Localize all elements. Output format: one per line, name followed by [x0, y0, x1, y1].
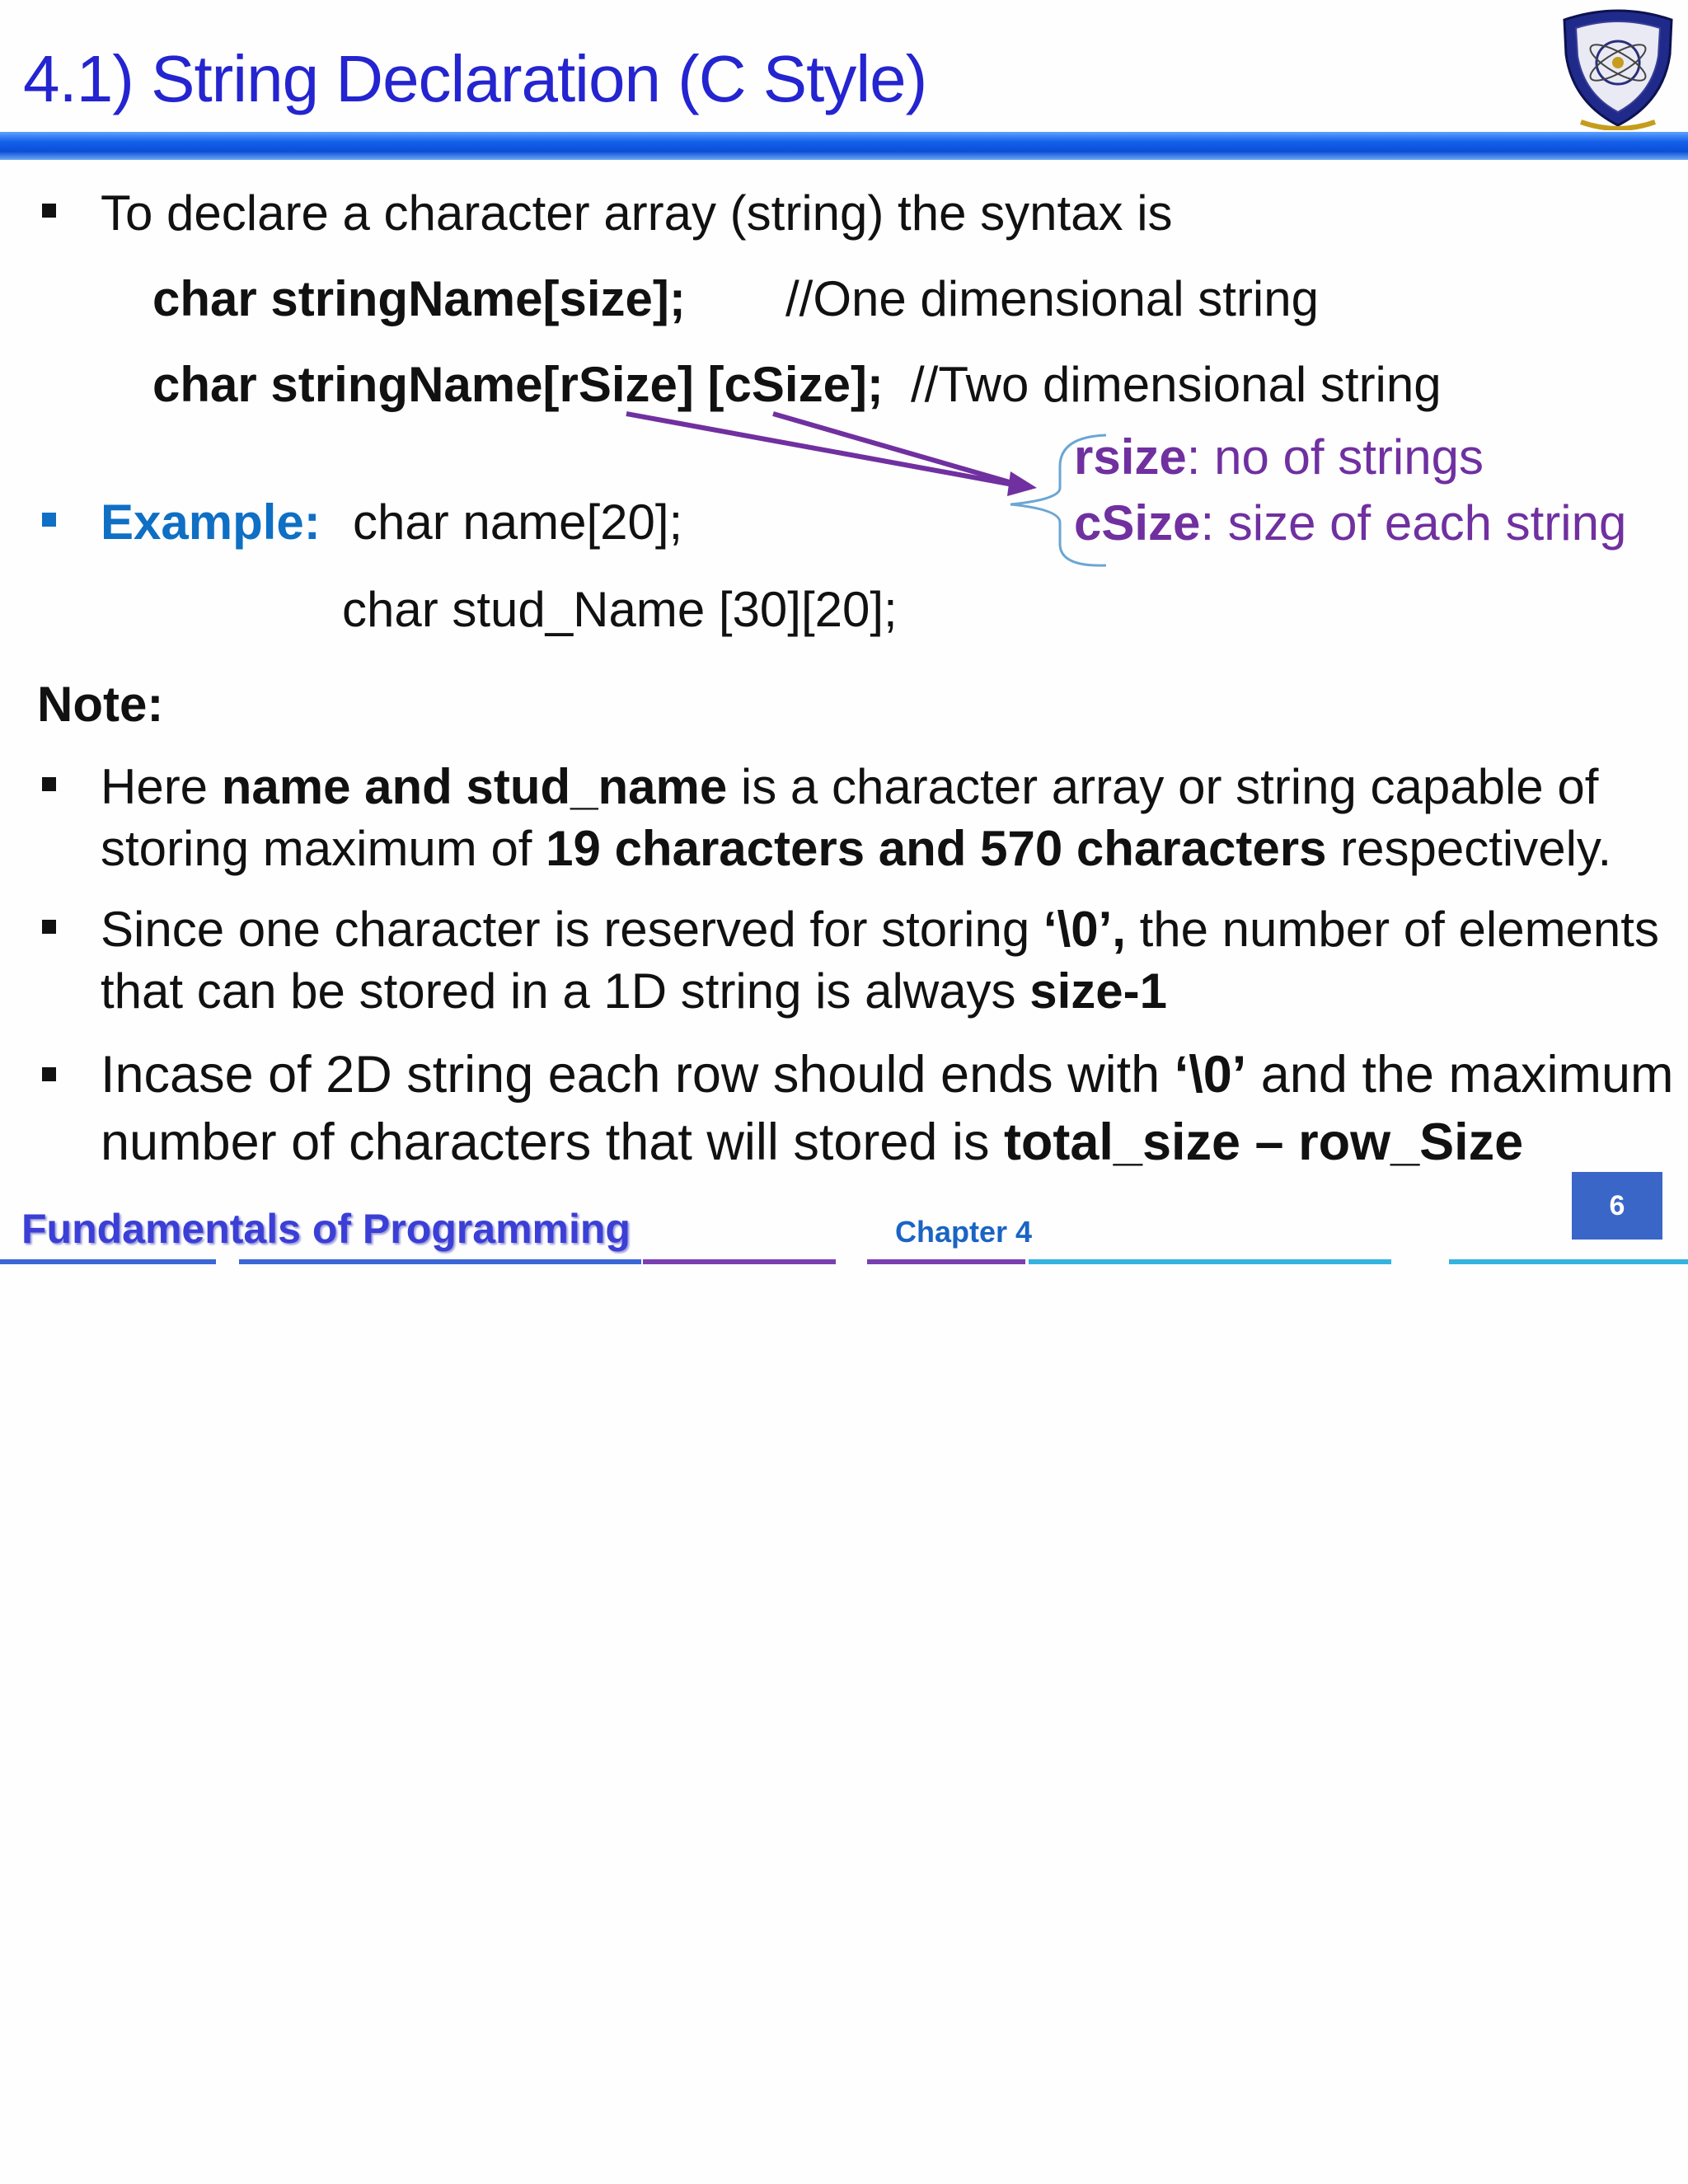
intro-text: To declare a character array (string) the syntax is: [101, 185, 1173, 241]
syntax-1d-comment: //One dimensional string: [785, 271, 1319, 326]
rsize-desc: : no of strings: [1186, 429, 1484, 485]
example-line-1: char name[20];: [353, 494, 683, 550]
annotation-rsize: [1074, 429, 1484, 485]
footer-divider: [0, 1259, 216, 1264]
bullet-marker: [42, 1067, 56, 1081]
rsize-term: rsize: [1074, 429, 1187, 485]
footer-divider: [643, 1259, 836, 1264]
note-3-line-2: number of characters that will stored is total_size – row_Size: [101, 1113, 1524, 1171]
note-2-line-1: Since one character is reserved for storing ‘\0’, the number of elements: [101, 902, 1659, 957]
footer-divider: [239, 1259, 641, 1264]
footer-course: Fundamentals of Programming: [21, 1206, 631, 1252]
annotation-arrows: [0, 0, 1688, 659]
syntax-1d-code: char stringName[size];: [152, 271, 686, 326]
footer-divider: [867, 1259, 1025, 1264]
footer-divider: [1029, 1259, 1391, 1264]
note-1-line-2: storing maximum of 19 characters and 570 characters respectively.: [101, 821, 1612, 876]
footer-divider: [1449, 1259, 1688, 1264]
note-1-line-1: Here name and stud_name is a character array or string capable of: [101, 759, 1599, 814]
example-line-2: char stud_Name [30][20];: [342, 582, 898, 637]
csize-desc: : size of each string: [1200, 495, 1627, 551]
note-heading: Note:: [37, 677, 164, 732]
page-number-badge: 6: [1572, 1172, 1662, 1240]
syntax-2d-comment: //Two dimensional string: [911, 357, 1442, 412]
bullet-marker: [42, 513, 56, 527]
example-label: Example:: [101, 494, 321, 550]
note-3-line-1: Incase of 2D string each row should ends with ‘\0’ and the maximum: [101, 1046, 1674, 1104]
note-2-line-2: that can be stored in a 1D string is always size-1: [101, 963, 1167, 1019]
annotation-csize: [1074, 494, 1626, 551]
csize-term: cSize: [1074, 495, 1201, 551]
bullet-marker: [42, 777, 56, 791]
syntax-2d-code: char stringName[rSize] [cSize];: [152, 357, 884, 412]
bullet-marker: [42, 920, 56, 934]
footer-chapter: Chapter 4: [895, 1215, 1033, 1249]
slide-title: 4.1) String Declaration (C Style): [23, 42, 927, 115]
